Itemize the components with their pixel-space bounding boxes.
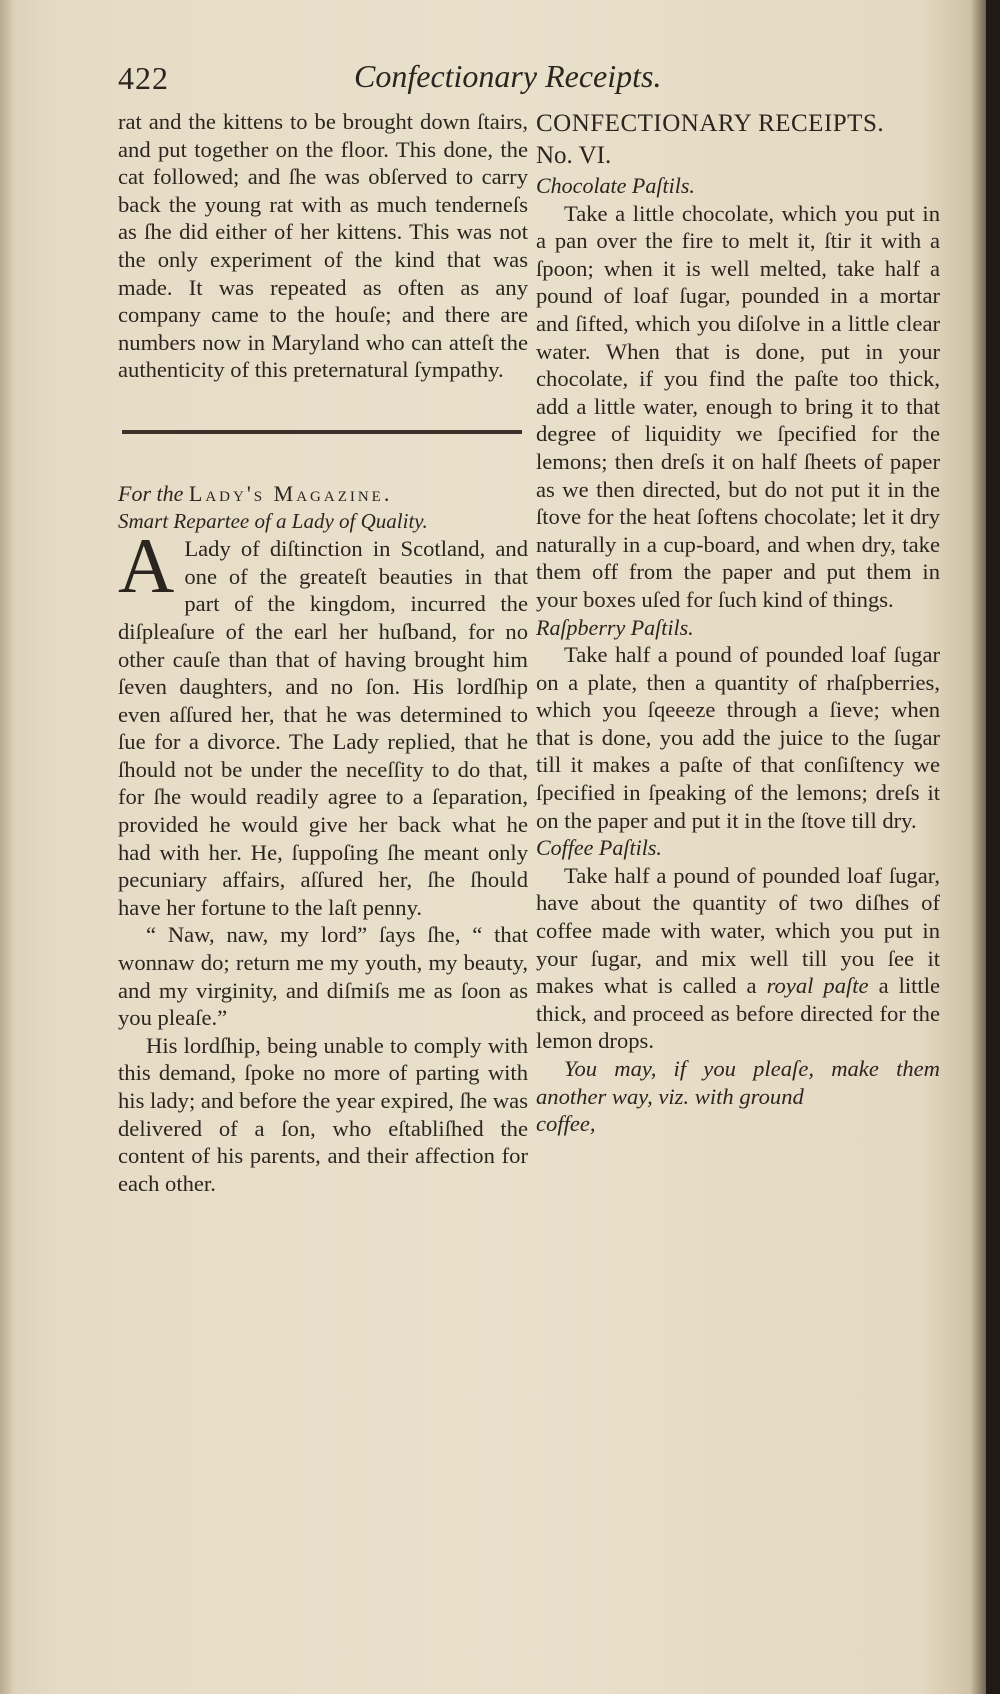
article-subheading: Smart Repartee of a Lady of Quality. [118, 508, 428, 533]
page-gutter [0, 0, 14, 1694]
continued-article-text: rat and the kittens to be brought down ſtairs, and put together on the floor. This done, the cat followed; and ſhe was obſerved to carry back the young rat with as much tenderneſs as ſhe did either of her kittens. This was not the only experiment of the kind that was made. It was repeated as often as any company came to the houſe; and there are numbers now in Maryland who can atteſt the authenticity of this preternatural ſympathy. [118, 109, 528, 383]
recipe-body-chocolate: Take a little chocolate, which you put in a pan over the fire to melt it, ſtir it with a ſpoon; when it is well melted, take half a pound of loaf ſugar, pounded in a mortar and ſifted, which you diſolve in a little clear water. When that is done, put in your chocolate, if you find the paſte too thick, add a little water, enough to bring it to that degree of liquidity we ſpecified for the lemons; then dreſs it on half ſheets of paper as we then directed, but do not put it in the ſtove for the heat ſoftens chocolate; let it dry naturally in a cup-board, and when dry, take them off from the paper and put them in your boxes uſed for ſuch kind of things. [536, 200, 940, 612]
left-column [118, 108, 528, 1197]
page-edge-shadow [986, 0, 1000, 1694]
running-title: Confectionary Receipts. [354, 58, 662, 94]
magazine-name: Lady's Magazine. [188, 480, 393, 506]
coffee-body-end: a little thick, and proceed as before directed for the lemon drops. [536, 973, 940, 1054]
magazine-heading [118, 480, 528, 508]
recipe-title-chocolate: Chocolate Paſtils. [536, 173, 695, 198]
recipe-note: You may, if you pleaſe, make them another way, viz. with ground [536, 1056, 940, 1109]
recipe-title-coffee: Coffee Paſtils. [536, 835, 662, 861]
drop-cap: A [118, 522, 175, 610]
story-paragraph-2: “ Naw, naw, my lord” ſays ſhe, “ that wonnaw do; return me my youth, my beauty, and my virginity, and diſmiſs me as ſoon as you pleaſe.” [118, 922, 528, 1031]
recipe-note-end: coffee, [536, 1111, 596, 1137]
recipe-body-raspberry: Take half a pound of pounded loaf ſugar on a plate, then a quantity of rhaſpberries, which you ſqeeeze through a ſieve; when that is done, you add the juice to the ſugar till it makes a paſte of that conſiſtency we ſpecified in ſpeaking of the lemons; dreſs it on the paper and put it in the ſtove till dry. [536, 642, 940, 833]
coffee-body-start: Take half a pound of pounded loaf ſugar, have about the quantity of two diſhes of coffee made with water, which you put in your ſugar, and mix well till you ſee it makes what is called a [536, 862, 940, 999]
page-header [118, 56, 938, 100]
receipts-number: No. VI. [536, 142, 612, 169]
right-column [536, 108, 940, 1138]
section-divider [122, 430, 522, 434]
for-the-label: For the [118, 480, 184, 506]
page-number: 422 [118, 60, 169, 96]
story-paragraph-1-text: Lady of diſtinction in Scotland, and one of the greateſt beauties in that part of the kingdom, incurred the diſpleaſure of the earl her huſband, for no other cauſe than that of having brought him ſeven daughters, and no ſon. His lordſhip even aſſured her, that he was determined to ſue for a divorce. The Lady replied, that he ſhould not be under the neceſſity to do that, for ſhe would readily agree to a ſeparation, provided he would give her back what he had with her. He, ſuppoſing ſhe meant only pecuniary affairs, aſſured her, ſhe ſhould have her fortune to the laſt penny. [118, 536, 528, 920]
story-paragraph-1 [118, 522, 528, 921]
receipts-title: CONFECTIONARY RECEIPTS. [536, 110, 885, 137]
story-paragraph-3: His lordſhip, being unable to comply with this demand, ſpoke no more of parting with his lady; and before the year expired, ſhe was delivered of a ſon, who eſtabliſhed the content of his parents, and their affection for each other. [118, 1032, 528, 1196]
coffee-body-italic: royal paſte [766, 973, 869, 999]
recipe-body-coffee [536, 862, 940, 1055]
recipe-title-raspberry: Raſpberry Paſtils. [536, 614, 694, 640]
